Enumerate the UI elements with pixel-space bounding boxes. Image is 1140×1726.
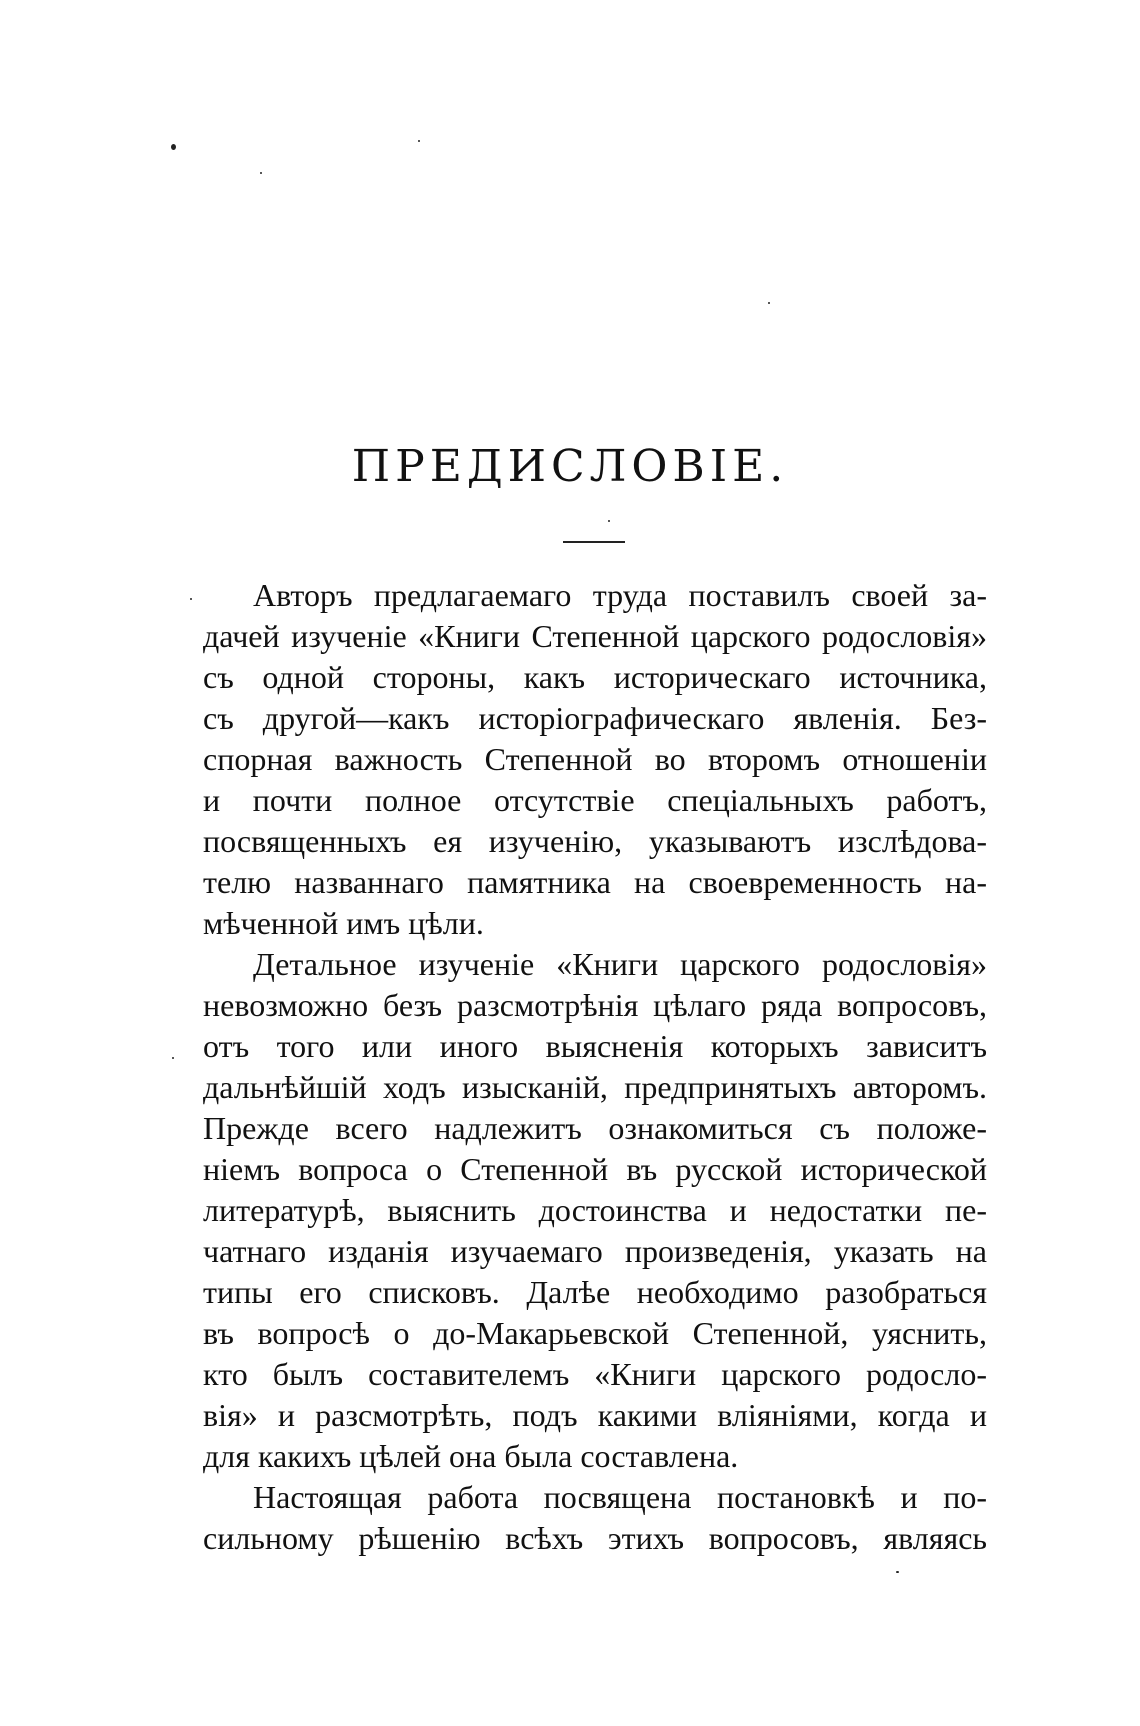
text-line: Прежде всего надлежитъ ознакомиться съ положе- [203, 1110, 987, 1146]
text-line: невозможно безъ разсмотрѣнія цѣлаго ряда вопросовъ, [203, 987, 987, 1023]
text-line: мѣченной имъ цѣли. [203, 905, 484, 941]
text-line: Настоящая работа посвящена постановкѣ и по- [253, 1479, 987, 1515]
text-line: сильному рѣшенію всѣхъ этихъ вопросовъ, являясь [203, 1520, 987, 1556]
text-line: дачей изученіе «Книги Степенной царского родословія» [203, 618, 987, 654]
text-line: и почти полное отсутствіе спеціальныхъ работъ, [203, 782, 987, 818]
text-line: типы его списковъ. Далѣе необходимо разобраться [203, 1274, 987, 1310]
page-title: ПРЕДИСЛОВІЕ. [351, 441, 789, 492]
text-line: чатнаго изданія изучаемаго произведенія, указать на [203, 1233, 987, 1269]
text-line: дальнѣйшій ходъ изысканій, предпринятыхъ авторомъ. [203, 1069, 987, 1105]
paragraph [203, 575, 987, 944]
text-line: въ вопросѣ о до-Макарьевской Степенной, уяснить, [203, 1315, 987, 1351]
title-divider [563, 541, 625, 543]
text-line: Авторъ предлагаемаго труда поставилъ своей за- [253, 577, 987, 613]
text-line: ніемъ вопроса о Степенной въ русской исторической [203, 1151, 987, 1187]
text-line: телю названнаго памятника на своевременность на- [203, 864, 987, 900]
text-line: кто былъ составителемъ «Книги царского родосло- [203, 1356, 987, 1392]
text-line: отъ того или иного выясненія которыхъ зависитъ [203, 1028, 987, 1064]
paragraph [203, 944, 987, 1477]
text-line: посвященныхъ ея изученію, указываютъ изслѣдова- [203, 823, 987, 859]
text-line: литературѣ, выяснить достоинства и недостатки пе- [203, 1192, 987, 1228]
text-line: съ одной стороны, какъ историческаго источника, [203, 659, 987, 695]
paragraph [203, 1477, 987, 1559]
text-line: съ другой—какъ исторіографическаго явленія. Без- [203, 700, 987, 736]
preface-body [203, 575, 987, 1559]
text-line: Детальное изученіе «Книги царского родословія» [253, 946, 987, 982]
text-line: спорная важность Степенной во второмъ отношеніи [203, 741, 987, 777]
text-line: вія» и разсмотрѣть, подъ какими вліяніями, когда и [203, 1397, 987, 1433]
text-line: для какихъ цѣлей она была составлена. [203, 1438, 739, 1474]
